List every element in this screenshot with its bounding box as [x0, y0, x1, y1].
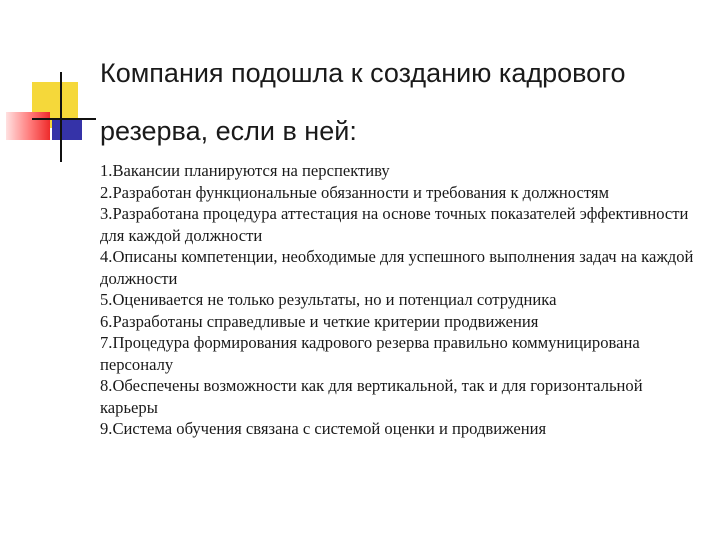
criteria-list [100, 160, 700, 440]
slide-title-line-2: резерва, если в ней: [100, 116, 357, 146]
list-item: 3.Разработана процедура аттестация на основе точных показателей эффективности для каждой должности [100, 204, 689, 245]
slide-title [100, 44, 700, 160]
list-item: 4.Описаны компетенции, необходимые для успешного выполнения задач на каждой должности [100, 247, 694, 288]
list-item: 9.Система обучения связана с системой оценки и продвижения [100, 419, 547, 438]
slide-title-line-1: Компания подошла к созданию кадрового [100, 58, 626, 88]
decor-red-gradient-bar [6, 112, 50, 140]
decor-horizontal-line [32, 118, 96, 120]
list-item: 2.Разработан функциональные обязанности и требования к должностям [100, 182, 610, 202]
list-item: 7.Процедура формирования кадрового резерва правильно коммуницирована персоналу [100, 333, 640, 374]
list-item: 8.Обеспечены возможности как для вертикальной, так и для горизонтальной карьеры [100, 376, 643, 417]
list-item: 5.Оценивается не только результаты, но и потенциал сотрудника [100, 290, 557, 309]
decor-vertical-line [60, 72, 62, 162]
list-item: 1.Вакансии планируются на перспективу [100, 161, 390, 180]
decor-blue-square [52, 118, 82, 140]
list-item: 6.Разработаны справедливые и четкие критерии продвижения [100, 311, 539, 331]
